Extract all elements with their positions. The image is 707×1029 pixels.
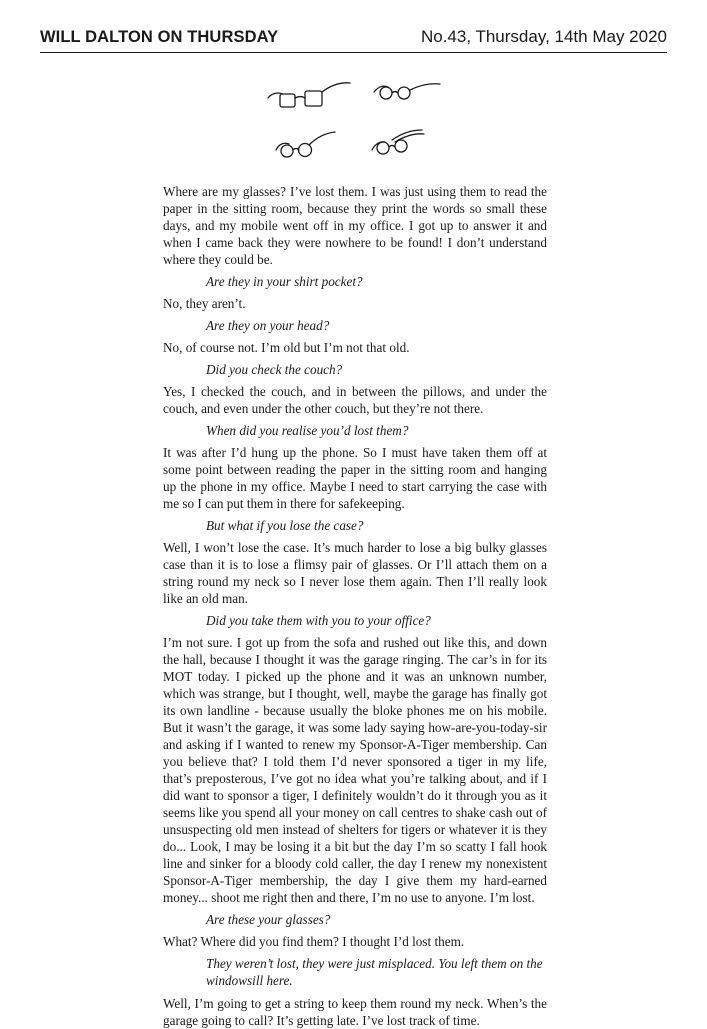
article-body	[163, 183, 547, 1029]
answer-paragraph: What? Where did you find them? I thought I’d lost them.	[163, 934, 465, 949]
round-glasses-icon	[276, 132, 335, 157]
column-title: WILL DALTON ON THURSDAY	[40, 28, 279, 46]
page-header	[40, 26, 667, 53]
question-line: But what if you lose the case?	[206, 518, 364, 533]
answer-paragraph: Well, I’m going to get a string to keep them round my neck. When’s the garage going to call? It’s getting late. I’ve lost track of time.	[163, 996, 547, 1028]
round-glasses-icon	[374, 84, 440, 99]
answer-paragraph: I’m not sure. I got up from the sofa and rushed out like this, and down the hall, because I thought it was the garage ringing. The car’s in for its MOT today. I picked up the phone and it was an unknown number, which was strange, but I thought, well, maybe the garage has finally got its own landline - because usually the bloke phones me on his mobile. But it wasn’t the garage, it was some lady saying how-are-you-today-sir and asking if I wanted to renew my Sponsor-A-Tiger membership. Can you believe that? I told them I’d never sponsored a tiger in my life, that’s preposterous, I’ve got no idea what you’re talking about, and if I did want to sponsor a tiger, I definitely wouldn’t do it through you as it seems like you spend all your money on call centres to shake cash out of unsuspecting old men instead of shelters for tigers or whatever it is they do... Look, I may be losing it a bit but the day I’m so scatty I fall hook line and sinker for a bloody cold caller, the day I renew my nonexistent Sponsor-A-Tiger membership, the day I give them my hard-earned money... shoot me right then and there, I’m no use to anyone. I’m lost.	[163, 635, 547, 905]
answer-paragraph: Where are my glasses? I’ve lost them. I was just using them to read the paper in the sitting room, because they print the words so small these days, and my mobile went off in my office. I got up to answer it and when I came back they were nowhere to be found! I don’t understand where they could be.	[163, 184, 547, 267]
question-line: Did you check the couch?	[206, 362, 343, 377]
square-glasses-icon	[268, 83, 350, 107]
question-line: They weren’t lost, they were just misplaced. You left them on the windowsill here.	[206, 956, 543, 988]
question-line: Are they in your shirt pocket?	[206, 274, 363, 289]
answer-paragraph: It was after I’d hung up the phone. So I must have taken them off at some point between reading the paper in the sitting room and hanging up the phone in my office. Maybe I need to start carrying the case with me so I can put them in there for safekeeping.	[163, 445, 547, 511]
issue-date: No.43, Thursday, 14th May 2020	[420, 27, 667, 46]
question-line: Are they on your head?	[206, 318, 330, 333]
answer-paragraph: Well, I won’t lose the case. It’s much harder to lose a big bulky glasses case than it is to lose a flimsy pair of glasses. Or I’ll attach them on a string round my neck so I never lose them again. Then I’ll really look like an old man.	[163, 540, 547, 606]
question-line: When did you realise you’d lost them?	[206, 423, 409, 438]
answer-paragraph: No, they aren’t.	[163, 296, 246, 311]
glasses-illustration	[262, 72, 452, 167]
question-line: Did you take them with you to your office?	[206, 613, 431, 628]
round-glasses-icon	[372, 130, 424, 154]
question-line: Are these your glasses?	[206, 912, 331, 927]
answer-paragraph: No, of course not. I’m old but I’m not that old.	[163, 340, 410, 355]
answer-paragraph: Yes, I checked the couch, and in between the pillows, and under the couch, and even under the other couch, but they’re not there.	[163, 384, 547, 416]
